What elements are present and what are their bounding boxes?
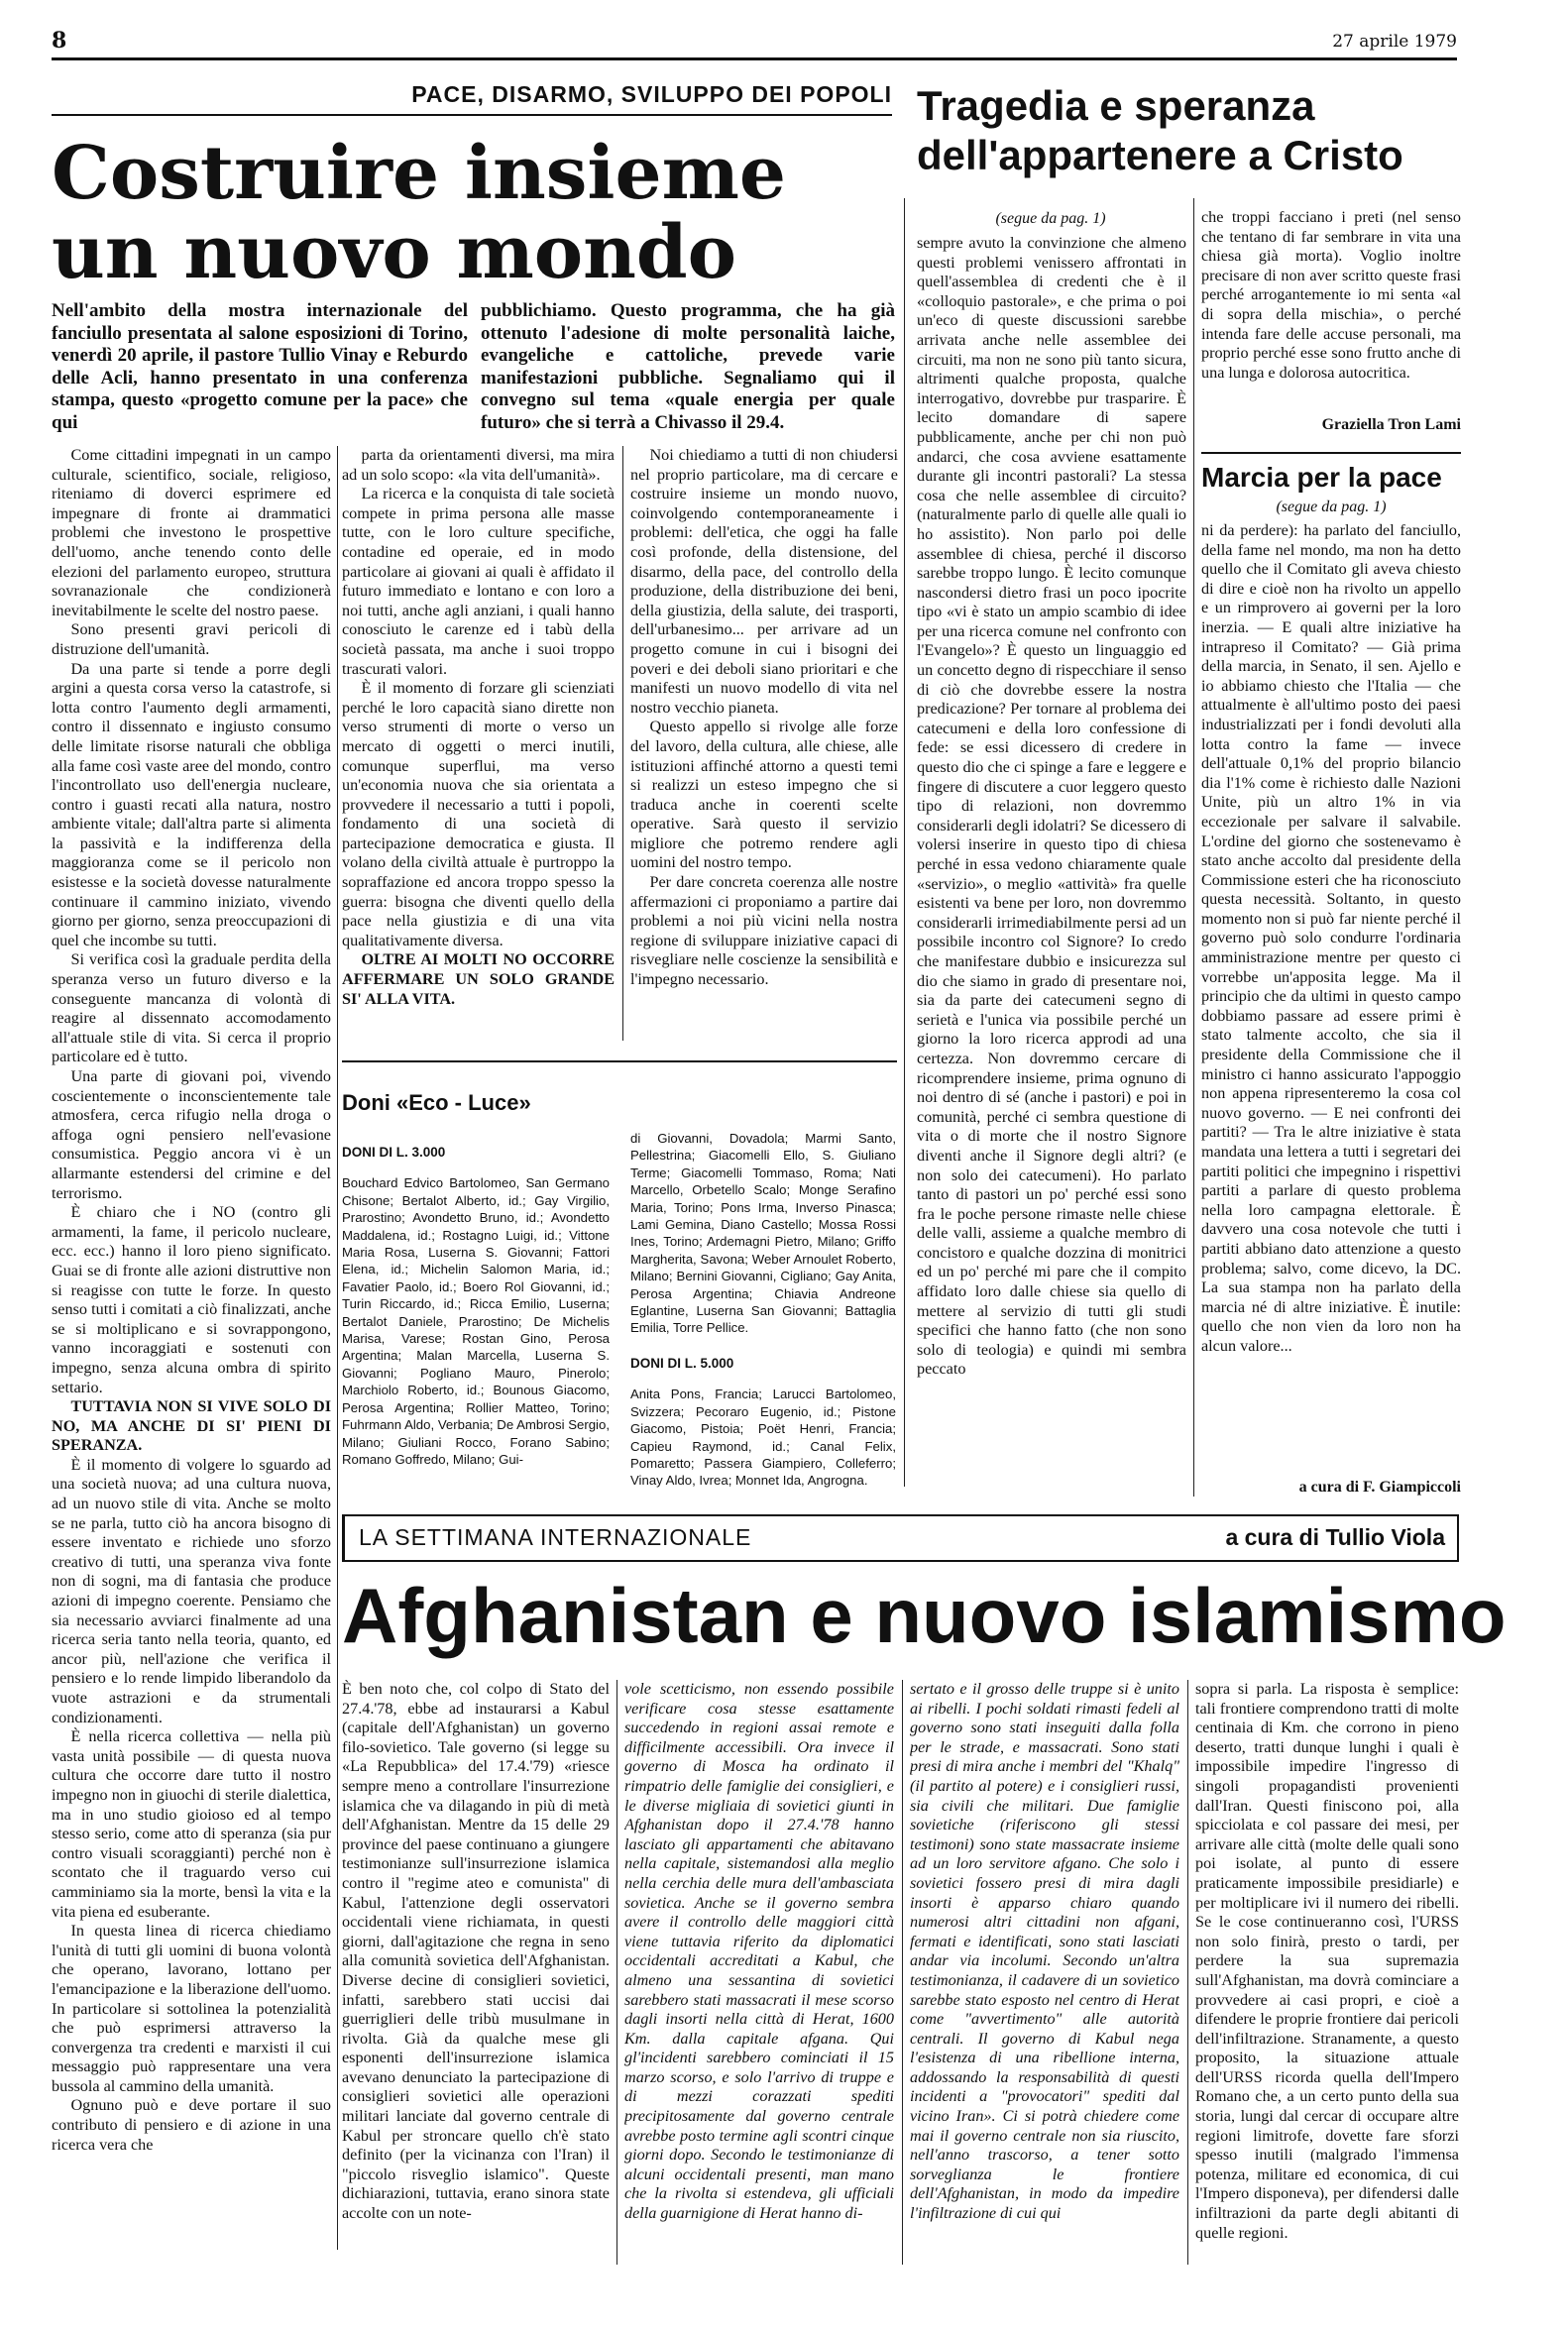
marcia-column: ni da perdere): ha parlato del fanciullo, della fame nel mondo, ma non ha detto quello che il Comitato gli aveva chiesto di dire e cioè non ha rivolto un appello e un rimprovero ai governi per la loro inerzia. — E quali altre iniziative ha intrapreso il Comitato? — Già prima della marcia, in Senato, il sen. Ajello e io abbiamo chiesto che l'Italia — che attualmente è all'ultimo posto dei paesi industrializzati per i fondi devoluti alla lotta contro la fame — invece dell'attuale 0,1% del proprio bilancio dia l'1% come è richiesto dalle Nazioni Unite, più un altro 1% in via eccezionale per salvare il salvabile. L'ordine del giorno che sostenevamo è stato anche accolto dal presidente della Commissione esteri che ha riconosciuto questa necessità. Soltanto, in questo momento non si può far niente perché il governo può solo condurre l'ordinaria amministrazione mentre per questo ci vorrebbe un'apposita legge. Ma il principio che da ultimi in questo campo dobbiamo passare ad essere primi è stato talmente accolto, che sia il presidente della Commissione che il ministro ci hanno assicurato l'appoggio non appena ripresenteremo la cosa col nuovo governo. — E nei confronti dei partiti? — Tra le altre iniziative è stata mandata una lettera a tutti i segretari dei partiti politici che impegnino i rispettivi partiti a parlare di questo problema nella loro campagna elettorale. È davvero una cosa notevole che tutti i partiti abbiano dato attenzione a questo problema; salvo, come dicevo, la DC. La sua stampa non ha parlato della marcia né di altre iniziative. È inutile: quello che non vien da loro non ha alcun valore... — [1201, 521, 1461, 1355]
article-column-1 — [52, 446, 331, 2250]
column-divider — [1187, 1680, 1188, 2265]
doni-column-2 — [630, 1130, 896, 1506]
paragraph: Si verifica così la graduale perdita della speranza verso un futuro diverso e la conseguente mancanza di volontà di reagire al dissennato accomodamento all'attuale stile di vita. Si cerca il proprio particolare ed è tutto. — [52, 950, 331, 1066]
marcia-heading: Marcia per la pace — [1201, 452, 1461, 494]
paragraph-emphasis: TUTTAVIA NON SI VIVE SOLO DI NO, MA ANCHE DI SI' PIENI DI SPERANZA. — [52, 1397, 331, 1455]
continuation-note: (segue da pag. 1) — [1276, 499, 1387, 515]
paragraph: È nella ricerca collettiva — nella più vasta unità possibile — di questa nuova cultura che occorre dare tutto il nostro impegno non in giuochi di sterile dialettica, ma in uno studio gioioso ed al tempo stesso serio, come atto di speranza (sia pur contro visuali scoraggianti) perché non è scontato che il traguardo verso cui camminiamo sia la morte, bensì la vita e la vita piena ed esuberante. — [52, 1727, 331, 1921]
continuation-note: (segue da pag. 1) — [995, 210, 1106, 227]
page-date: 27 aprile 1979 — [1332, 32, 1457, 52]
paragraph: La ricerca e la conquista di tale società compete in prima persona alle masse tutte, con le loro culture specifiche, contadine ed operaie, ed in modo particolare ai giovani ai quali è affidato il futuro immediato e lontano e con loro a noi tutti, anche agli anziani, i quali hanno conosciuto le carenze ed i tabù della società passata, ma anche i suoi troppo trascurati valori. — [342, 485, 615, 678]
paragraph: È il momento di forzare gli scienziati perché le loro capacità siano dirette non verso strumenti di morte o verso un mercato di oggetti o merci inutili, comunque superflui, ma verso un'economia nuova che sia orientata a provvedere il necessario a tutti i popoli, fondamento di una società di partecipazione democratica e giusta. Il volano della civiltà attuale è purtroppo la sopraffazione ed ancora troppo spesso la guerra: bisogna che diventi quello della pace nella giustizia e di una vita qualitativamente diversa. — [342, 679, 615, 949]
section-banner-byline: a cura di Tullio Viola — [1225, 1524, 1445, 1550]
column-divider — [902, 1680, 903, 2265]
page-number: 8 — [52, 28, 67, 54]
paragraph: Questo appello si rivolge alle forze del lavoro, della cultura, alle chiese, alle istituzioni affinché attorno a questi temi si realizzi un esteso impegno che si traduca anche in coerenti scelte operative. Sarà questo il servizio migliore che potremo rendere agli uomini del nostro tempo. — [630, 718, 898, 872]
paragraph-emphasis: OLTRE AI MOLTI NO OCCORRE AFFERMARE UN SOLO GRANDE SI' ALLA VITA. — [342, 950, 615, 1008]
doni-list: di Giovanni, Dovadola; Marmi Santo, Pellestrina; Giacomelli Ello, S. Giuliano Terme; Giacomelli Tommaso, Roma; Nati Marcello, Orbetello Scalo; Monge Serafino Maria, Torino; Pons Irma, Inverso Pinasca; Lami Gemina, Diano Castello; Mossa Rossi Ines, Torino; Ardemagni Pietro, Milano; Griffo Margherita, Savona; Weber Arnoulet Roberto, Milano; Bernini Giovanni, Cigliano; Gay Anita, Perosa Argentina; Chiavia Andreone Eglantine, Luserna San Giovanni; Battaglia Emilia, Torre Pellice. — [630, 1131, 896, 1336]
right-article-headline: Tragedia e speranza dell'appartenere a Cristo — [917, 82, 1403, 178]
column-divider — [616, 1680, 617, 2265]
column-divider — [904, 198, 905, 1487]
right-article-column-1: sempre avuto la convinzione che almeno questi problemi venissero affrontati in quell'assemblea di credenti che è il «colloquio pastorale», e che prima o poi un'eco di queste discussioni sarebbe arrivata anche nelle assemblee dei circuiti, ma non ne sono più tanto sicura, altrimenti qualche proposta, qualche interrogativo, dovrebbe pur trasparire. È lecito domandare di sapere pubblicamente, anche per chi non può andarci, che cosa avviene esattamente durante gli incontri pastorali? La stessa cosa che nelle assemblee di circuito? (naturalmente parlo di quelle alle quali io ho assistito). Non parlo poi delle assemblee di chiesa, perché il discorso sarebbe troppo lungo. È lecito comunque nascondersi dietro frasi un poco ipocrite tipo «vi è stato un ampio scambio di idee per una ricerca comune nel confronto con l'Evangelo»? È questo un linguaggio ed un concetto degno di rispecchiare il senso di ciò che dovrebbe essere la nostra predicazione? Per tornare al problema dei catecumeni e della loro confessione di fede: se essi dicessero di credere in questo dio che ci spinge a fare e leggere e fingere di discutere a cuor leggero questo tipo di relazioni, non dovremmo considerarli degli idolatri? Se dicessero di volersi inserire in questo tipo di chiesa perché in essa vedono chiaramente quale «servizio», o meglio «attività» fra quelle esistenti va bene per loro, non dovremmo considerarli irrimediabilmente persi ad un possibile incontro col Signore? Io credo che manifestare dubbio e insicurezza sul dio che siamo in grado di presentare noi, sia da parte dei catecumeni segno di serietà e l'unica via possibile perché un giorno la loro ricerca approdi ad una certezza. Non dovremmo cercare di ricomprendere insieme, prima ognuno di noi dentro di sé (anche i pastori) e poi in comunità, perché ci sembra questione di vita o di morte che il nostro Signore diventi anche il Signore degli altri? (e non solo dei catecumeni). Ho parlato tanto di pastori un po' perché essi sono fra le poche persone rimaste nelle chiese delle valli, assieme a qualche membro di concistoro e qualche dozzina di monitrici ed un po' perché mi pare che il compito affidato loro dalle chiese sia quello di mettere al servizio di tutti gli studi specifici che hanno fatto (che non sono solo di teologia) e quindi mi sembra peccato — [917, 234, 1186, 1379]
article-deck-left: Nell'ambito della mostra internazionale del fanciullo presentata al salone esposizioni di Torino, venerdì 20 aprile, il pastore Tullio Vinay e Reburdo delle Acli, hanno presentato in una conferenza stampa, questo «progetto comune per la pace» che qui — [52, 300, 468, 433]
paragraph: È chiaro che i NO (contro gli armamenti, la fame, il pericolo nucleare, ecc. ecc.) hanno il loro pieno significato. Guai se di fronte alle azioni distruttive non si reagisse con tutte le forze. In questo senso tutti i comitati a ciò finalizzati, anche se si moltiplicano e si sovrappongono, vanno incoraggiati e sostenuti con impegno, senza alcuna ombra di spirito settario. — [52, 1203, 331, 1396]
paragraph: Ognuno può e deve portare il suo contributo di pensiero e di azione in una ricerca vera che — [52, 2096, 331, 2154]
afghanistan-column-4: sopra si parla. La risposta è semplice: tali frontiere comprendono tratti di molte centinaia di Km. che corrono in pieno deserto, tratti dunque lunghi i quali è impossibile impedire l'ingresso di singoli propagandisti provenienti dall'Iran. Questi finiscono poi, alla spicciolata e col passare dei mesi, per arrivare alle città (molte delle quali sono poi isolate, al punto di essere praticamente impossibile presidiarle) e per moltiplicare ivi il numero dei ribelli. Se le cose continueranno così, l'URSS non solo finirà, presto o tardi, per perdere la sua supremazia sull'Afghanistan, ma dovrà cominciare a provvedere ai casi propri, e cioè a difendere le proprie frontiere dai pericoli dell'infiltrazione. Stranamente, a questo proposito, la situazione attuale dell'URSS ricorda quella dell'Impero Romano che, a un certo punto della sua storia, lungi dal cercar di occupare altre regioni limitrofe, dovette fare sforzi spesso inutili (malgrado l'immensa potenza, militare ed economica, di cui l'Impero disponeva), per difendersi dalle infiltrazioni da parte degli abitanti di quelle regioni. — [1195, 1680, 1459, 2242]
article-column-3 — [630, 446, 898, 1041]
right-article-column-2: che troppi facciano i preti (nel senso che tentano di far sembrare in vita una chiesa già morta). Voglio inoltre precisare di non aver scritto queste frasi perché arrogantemente io mi senta «al di sopra della mischia», o perché intenda fare delle accuse personali, ma proprio perché esse sono frutto anche di una lunga e dolorosa autocritica. — [1201, 208, 1461, 382]
doni-heading: Doni «Eco - Luce» — [342, 1090, 531, 1115]
doni-list: Anita Pons, Francia; Larucci Bartolomeo, Svizzera; Pecoraro Eugenio, id.; Pistone Giacomo, Pistoia; Poët Henri, Francia; Capieu Raymond, id.; Canal Felix, Pomaretto; Passera Giampiero, Colleferro; Vinay Aldo, Ivrea; Monnet Ida, Angrogna. — [630, 1387, 896, 1489]
section-kicker: PACE, DISARMO, SVILUPPO DEI POPOLI — [52, 81, 892, 116]
marcia-signature: a cura di F. Giampiccoli — [1298, 1479, 1461, 1496]
paragraph: È il momento di volgere lo sguardo ad una società nuova; ad una cultura nuova, ad un nuovo stile di vita. Anche se molto se ne parla, tutto ciò ha ancora bisogno di essere inventato e richiede uno sforzo creativo di tutti, una speranza viva fonte non di sogni, ma di fantasia che produce azioni di impegno coerente. Pensiamo che sia necessario avviarci finalmente ad una ricerca seria tanto nella teoria, quanto, ed ancor più, nell'azione che verifica il pensiero e lo rende limpido liberandolo da vuote astrazioni e da strumentali condizionamenti. — [52, 1455, 331, 1726]
paragraph: Da una parte si tende a porre degli argini a questa corsa verso la catastrofe, si lotta contro l'aumento degli armamenti, contro il dissennato e ingiusto consumo delle limitate risorse naturali che obbliga alla fame così vaste aree del mondo, contro l'incontrollato uso dell'energia nucleare, contro i guasti recati alla natura, nostro ambiente vitale; dall'altra parte si alimenta la passività e la indifferenza della maggioranza come se il pericolo non esistesse e la società dovesse naturalmente continuare il cammino iniziato, vivendo giorno per giorno, senza preoccupazioni di quel che incombe su tutti. — [52, 659, 331, 949]
section-rule — [342, 1060, 897, 1062]
paragraph: parta da orientamenti diversi, ma mira ad un solo scopo: «la vita dell'umanità». — [342, 446, 615, 484]
afghanistan-headline: Afghanistan e nuovo islamismo — [342, 1572, 1507, 1659]
paragraph: Come cittadini impegnati in un campo culturale, scientifico, sociale, religioso, riteniamo di doverci esprimere ed impegnare di fronte ai drammatici problemi che investono le prospettive dell'uomo, anche tenendo conto delle elezioni del parlamento europeo, struttura sovranazionale che condizionerà inevitabilmente le scelte del nostro paese. — [52, 446, 331, 619]
article-headline: Costruire insieme un nuovo mondo — [52, 131, 786, 295]
column-divider — [337, 446, 338, 2250]
paragraph: Noi chiediamo a tutti di non chiudersi nel proprio particolare, ma di cercare e costruire insieme un mondo nuovo, coinvolgendo contemporaneamente i problemi: dell'etica, che oggi ha falle così profonde, della distensione, del disarmo, della pace, del controllo della produzione, della distribuzione dei beni, della giustizia, della salute, dei trasporti, dell'urbanesimo... per arrivare ad un progetto comune in cui i bisogni dei poveri e dei deboli siano prioritari e che manifesti un nuovo modello di vita nel nostro vecchio pianeta. — [630, 446, 898, 717]
article-signature: Graziella Tron Lami — [1321, 416, 1461, 433]
afghanistan-column-2: vole scetticismo, non essendo possibile verificare cosa stesse esattamente succedendo in regioni assai remote e difficilmente accessibili. Ora invece il governo di Mosca ha ordinato il rimpatrio delle famiglie dei consiglieri, e le diverse migliaia di sovietici giunti in Afghanistan dopo il 27.4.'78 hanno lasciato gli appartamenti che abitavano nella capitale, sistemandosi alla meglio nella cerchia delle mura dell'ambasciata sovietica. Anche se il governo sembra avere il controllo delle maggiori città viene tuttavia riferito da diplomatici occidentali accreditati a Kabul, che almeno una sessantina di sovietici sarebbero stati massacrati il mese scorso dagli insorti nella città di Herat, 1600 Km. dalla capitale afgana. Qui gl'incidenti sarebbero cominciati il 15 marzo scorso, e solo l'arrivo di truppe e di mezzi corazzati spediti precipitosamente dal governo centrale avrebbe posto termine agli scontri cinque giorni dopo. Secondo le testimonianze di alcuni occidentali presenti, man mano che la rivolta si estendeva, gli ufficiali della guarnigione di Herat hanno di- — [624, 1680, 894, 2223]
article-column-2 — [342, 446, 615, 1041]
paragraph: Per dare concreta coerenza alle nostre affermazioni ci proponiamo a partire dai problemi a noi più vicini nella nostra regione di sviluppare iniziative capaci di risvegliare nelle coscienze la sensibilità e l'impegno necessario. — [630, 873, 898, 989]
section-banner-label: LA SETTIMANA INTERNAZIONALE — [359, 1524, 752, 1550]
doni-list: Bouchard Edvico Bartolomeo, San Germano Chisone; Bertalot Alberto, id.; Gay Virgilio, Prarostino; Avondetto Bruno, id.; Avondetto Maddalena, id.; Rostagno Luigi, id.; Vittone Maria Rosa, Luserna S. Giovanni; Fattori Elena, id.; Michelin Salomon Maria, id.; Favatier Paolo, id.; Boero Rol Giovanni, id.; Turin Riccardo, id.; Ricca Emilio, Luserna; Bertalot Daniele, Prarostino; De Michelis Marisa, Varese; Rostan Gino, Perosa Argentina; Malan Marcella, Luserna S. Giovanni; Pogliano Mauro, Pinerolo; Marchiolo Roberto, id.; Bounous Giacomo, Perosa Argentina; Rollier Matteo, Torino; Fuhrmann Aldo, Verbania; De Ambrosi Sergio, Milano; Giuliani Rocco, Forano Sabino; Romano Goffredo, Milano; Gui- — [342, 1175, 610, 1467]
column-divider — [1193, 198, 1194, 1497]
doni-amount-heading: DONI DI L. 5.000 — [630, 1355, 734, 1371]
article-deck-right: pubblichiamo. Questo programma, che ha già ottenuto l'adesione di molte personalità laiche, evangeliche e cattoliche, prevede varie manifestazioni pubbliche. Segnaliamo qui il convegno sul tema «quale energia per quale futuro» che si terrà a Chivasso il 29.4. — [481, 300, 895, 433]
doni-amount-heading: DONI DI L. 3.000 — [342, 1145, 446, 1160]
page-header — [52, 28, 1457, 60]
afghanistan-column-3: sertato e il grosso delle truppe si è unito ai ribelli. I pochi soldati rimasti fedeli al governo sono stati inseguiti dalla folla per le strade, e massacrati. Sono stati presi di mira anche i membri del "Khalq" (il partito al potere) e i consiglieri russi, sia civili che militari. Due famiglie sovietiche (riferiscono gli stessi testimoni) sono state massacrate insieme ad un loro servitore afgano. Che solo i sovietici fossero presi di mira dagli insorti è apparso chiaro quando numerosi altri cittadini non afgani, fermati e identificati, sono stati lasciati andar via incolumi. Secondo un'altra testimonianza, il cadavere di un sovietico sarebbe stato esposto nel centro di Herat come "avvertimento" alle autorità centrali. Il governo di Kabul nega l'esistenza di una ribellione interna, addossando la responsabilità di questi incidenti a "provocatori" spediti dal vicino Iran». Ci si potrà chiedere come mai il governo centrale non sia riuscito, nell'anno trascorso, a tener sotto sorveglianza le frontiere dell'Afghanistan, in modo da impedire l'infiltrazione di cui qui — [910, 1680, 1179, 2223]
paragraph: Sono presenti gravi pericoli di distruzione dell'umanità. — [52, 620, 331, 658]
paragraph: Una parte di giovani poi, vivendo coscientemente o inconscientemente tale atmosfera, cerca rifugio nella droga o affoga ogni pensiero nell'evasione consumistica. Peggio ancora vi è un allarmante estendersi del crimine e del terrorismo. — [52, 1067, 331, 1202]
paragraph: In questa linea di ricerca chiediamo l'unità di tutti gli uomini di buona volontà che operano, lavorano, lottano per l'emancipazione e la liberazione dell'uomo. In particolare si sottolinea la potenzialità che può esprimersi attraverso la convergenza tra credenti e marxisti il cui messaggio può rappresentare una vera bussola al cammino della umanità. — [52, 1922, 331, 2095]
doni-column-1 — [342, 1138, 610, 1504]
afghanistan-column-1: È ben noto che, col colpo di Stato del 27.4.'78, ebbe ad instaurarsi a Kabul (capitale dell'Afghanistan) un governo filo-sovietico. Tale governo (si legge su «La Repubblica» del 17.4.'79) «riesce sempre meno a controllare l'insurrezione islamica che va dilagando in più di metà dell'Afghanistan. Mentre da 15 delle 29 province del paese continuano a giungere testimonianze sull'insurrezione islamica contro il "regime ateo e comunista" di Kabul, l'attenzione degli osservatori occidentali viene richiamata, in questi giorni, dall'agitazione che regna in seno alla comunità sovietica dell'Afghanistan. Diverse decine di consiglieri sovietici, infatti, sarebbero stati uccisi dai guerriglieri delle tribù musulmane in rivolta. Già da qualche mese gli esponenti dell'insurrezione islamica avevano denunciato la partecipazione di consiglieri sovietici alle operazioni militari lanciate dal governo centrale di Kabul per stroncare quello ch'è stato definito (per la vicinanza con l'Iran) il "piccolo risveglio islamico". Queste dichiarazioni, tuttavia, erano sinora state accolte con un note- — [342, 1680, 610, 2223]
section-banner — [342, 1514, 1459, 1562]
column-divider — [622, 446, 623, 1041]
